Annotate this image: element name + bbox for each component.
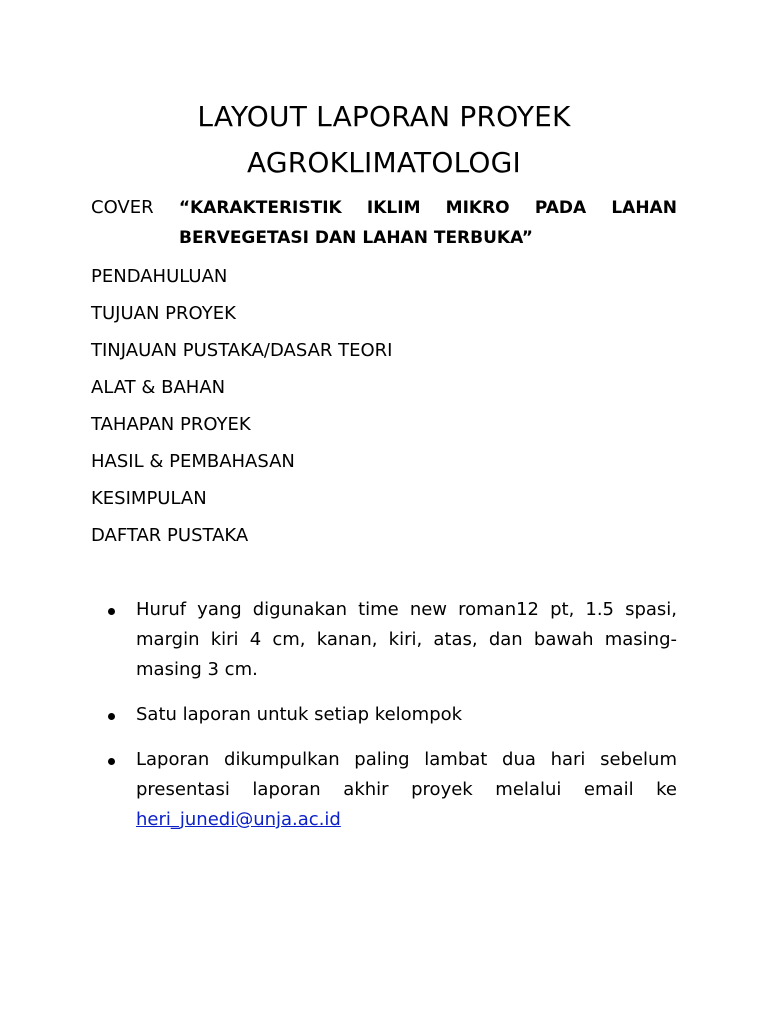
- section-item: TINJAUAN PUSTAKA/DASAR TEORI: [91, 340, 393, 361]
- note-item-format: [91, 595, 677, 685]
- cover-line-2: [91, 223, 677, 253]
- note-text: Huruf yang digunakan time new roman12 pt, 1.5 spasi, margin kiri 4 cm, kanan, kiri, atas, dan bawah masing-masing 3 cm.: [136, 599, 677, 680]
- cover-word-5: LAHAN: [611, 198, 677, 218]
- bullet-icon: [108, 608, 115, 615]
- bullet-icon: [108, 713, 115, 720]
- title-line-1: LAYOUT LAPORAN PROYEK: [197, 100, 571, 133]
- cover-line-1: [91, 193, 677, 223]
- email-link[interactable]: heri_junedi@unja.ac.id: [136, 809, 341, 830]
- cover-word-3: MIKRO: [445, 198, 510, 218]
- note-item-group: [91, 700, 677, 730]
- cover-title-end: BERVEGETASI DAN LAHAN TERBUKA”: [179, 228, 533, 248]
- section-list: [91, 258, 393, 554]
- note-text: Satu laporan untuk setiap kelompok: [136, 704, 463, 725]
- section-item: TUJUAN PROYEK: [91, 303, 236, 324]
- note-text: Laporan dikumpulkan paling lambat dua hari sebelum presentasi laporan akhir proyek melalui email ke: [136, 749, 677, 800]
- note-item-submission: [91, 745, 677, 835]
- section-item: HASIL & PEMBAHASAN: [91, 451, 295, 472]
- cover-entry: [91, 193, 677, 253]
- section-item: PENDAHULUAN: [91, 266, 228, 287]
- section-item: KESIMPULAN: [91, 488, 207, 509]
- notes-list: [91, 595, 677, 850]
- page-title: [0, 94, 768, 186]
- cover-word-4: PADA: [534, 198, 587, 218]
- cover-word-1: “KARAKTERISTIK: [178, 198, 342, 218]
- cover-label: COVER: [91, 197, 154, 218]
- section-item: ALAT & BAHAN: [91, 377, 226, 398]
- bullet-icon: [108, 758, 115, 765]
- section-item: DAFTAR PUSTAKA: [91, 525, 249, 546]
- title-line-2: AGROKLIMATOLOGI: [247, 146, 521, 179]
- cover-word-2: IKLIM: [366, 198, 421, 218]
- section-item: TAHAPAN PROYEK: [91, 414, 251, 435]
